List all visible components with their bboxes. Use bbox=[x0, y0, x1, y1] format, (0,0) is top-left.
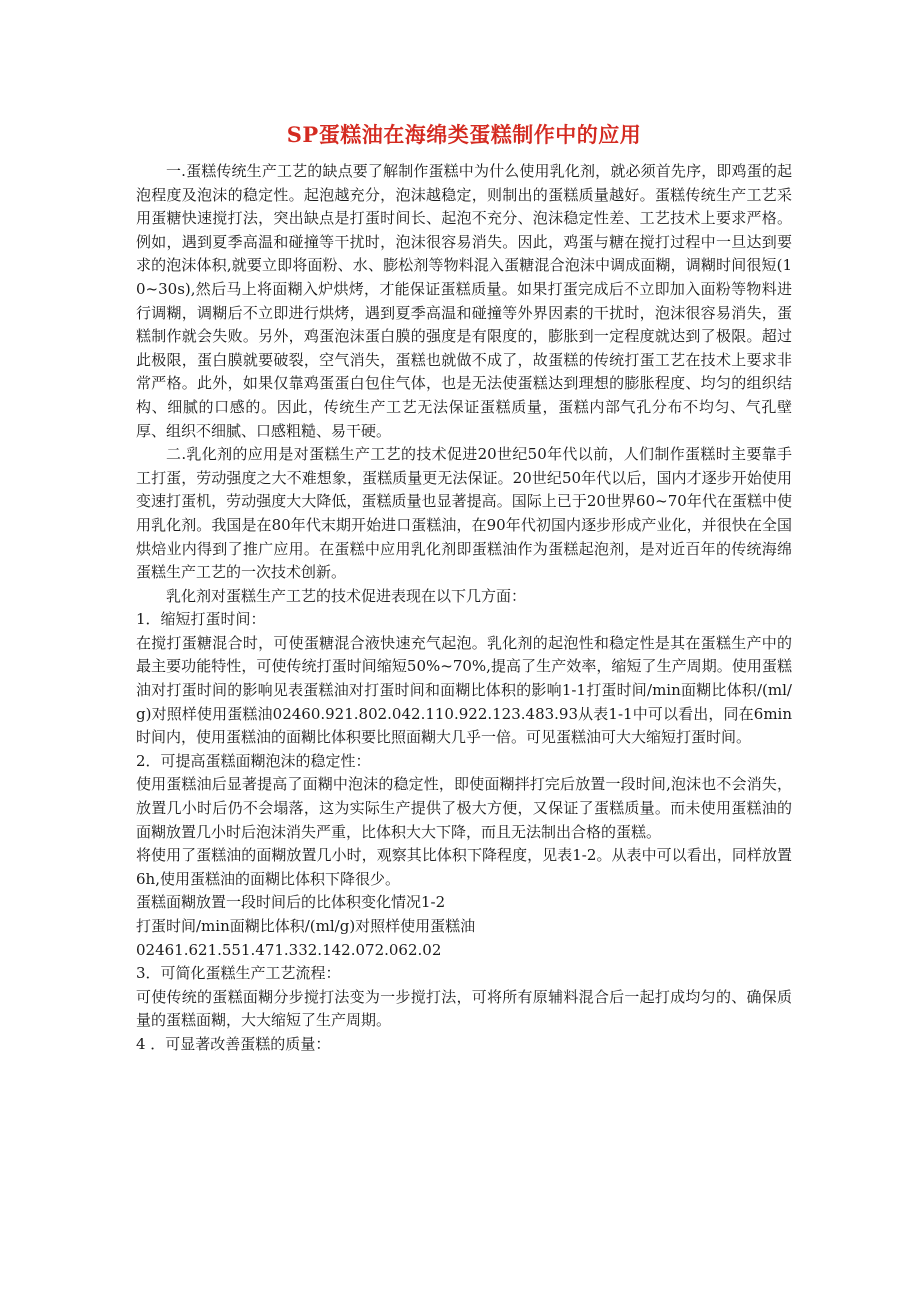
table-1-2-values: 02461.621.551.471.332.142.072.062.02 bbox=[136, 940, 442, 959]
points-intro: 乳化剂对蛋糕生产工艺的技术促进表现在以下几方面： bbox=[166, 586, 527, 605]
section-1-paragraph: 一.蛋糕传统生产工艺的缺点要了解制作蛋糕中为什么使用乳化剂，就必须首先序，即鸡蛋的起泡程度及泡沫的稳定性。起泡越充分，泡沫越稳定，则制出的蛋糕质量越好。蛋糕传统生产工艺采用蛋糖快速搅打法，突出缺点是打蛋时间长、起泡不充分、泡沫稳定性差、工艺技术上要求严格。例如，遇到夏季高温和碰撞等干扰时，泡沫很容易消失。因此，鸡蛋与糖在搅打过程中一旦达到要求的泡沫体积,就要立即将面粉、水、膨松剂等物料混入蛋糖混合泡沫中调成面糊，调糊时间很短(10~30s),然后马上将面糊入炉烘烤，才能保证蛋糕质量。如果打蛋完成后不立即加入面粉等物料进行调糊，调糊后不立即进行烘烤，遇到夏季高温和碰撞等外界因素的干扰时，泡沫很容易消失，蛋糕制作就会失败。另外，鸡蛋泡沫蛋白膜的强度是有限度的，膨胀到一定程度就达到了极限。超过此极限，蛋白膜就要破裂，空气消失，蛋糕也就做不成了，故蛋糕的传统打蛋工艺在技术上要求非常严格。此外，如果仅靠鸡蛋蛋白包住气体，也是无法使蛋糕达到理想的膨胀程度、均匀的组织结构、细腻的口感的。因此，传统生产工艺无法保证蛋糕质量，蛋糕内部气孔分布不均匀、气孔壁厚、组织不细腻、口感粗糙、易干硬。 bbox=[136, 162, 792, 440]
section-2-paragraph: 二.乳化剂的应用是对蛋糕生产工艺的技术促进20世纪50年代以前，人们制作蛋糕时主要靠手工打蛋，劳动强度之大不难想象，蛋糕质量更无法保证。20世纪50年代以后，国内才逐步开始使用变速打蛋机，劳动强度大大降低，蛋糕质量也显著提高。国际上已于20世界60~70年代在蛋糕中使用乳化剂。我国是在80年代末期开始进口蛋糕油，在90年代初国内逐步形成产业化，并很快在全国烘焙业内得到了推广应用。在蛋糕中应用乳化剂即蛋糕油作为蛋糕起泡剂，是对近百年的传统海绵蛋糕生产工艺的一次技术创新。 bbox=[136, 445, 792, 582]
point-3-heading: 3．可简化蛋糕生产工艺流程： bbox=[136, 964, 341, 983]
table-1-2-header: 打蛋时间/min面糊比体积/(ml/g)对照样使用蛋糕油 bbox=[136, 917, 476, 935]
point-2-heading: 2．可提高蛋糕面糊泡沫的稳定性： bbox=[136, 751, 371, 770]
point-3-body: 可使传统的蛋糕面糊分步搅打法变为一步搅打法，可将所有原辅料混合后一起打成均匀的、确保质量的蛋糕面糊，大大缩短了生产周期。 bbox=[136, 987, 792, 1030]
point-4-heading: 4 ．可显著改善蛋糕的质量： bbox=[136, 1034, 331, 1053]
point-1-heading: 1．缩短打蛋时间： bbox=[136, 610, 266, 629]
document-title: SP蛋糕油在海绵类蛋糕制作中的应用 bbox=[286, 122, 642, 147]
point-2-body-continued: 将使用了蛋糕油的面糊放置几小时，观察其比体积下降程度，见表1-2。从表中可以看出，同样放置6h,使用蛋糕油的面糊比体积下降很少。 bbox=[136, 846, 792, 888]
point-2-body: 使用蛋糕油后显著提高了面糊中泡沫的稳定性，即使面糊拌打完后放置一段时间,泡沫也不会消失，放置几小时后仍不会塌落，这为实际生产提供了极大方便，又保证了蛋糕质量。而未使用蛋糕油的面糊放置几小时后泡沫消失严重，比体积大大下降，而且无法制出合格的蛋糕。 bbox=[136, 775, 792, 841]
point-1-body: 在搅打蛋糖混合时，可使蛋糖混合液快速充气起泡。乳化剂的起泡性和稳定性是其在蛋糕生产中的最主要功能特性，可使传统打蛋时间缩短50%~70%,提高了生产效率，缩短了生产周期。使用蛋糕油对打蛋时间的影响见表蛋糕油对打蛋时间和面糊比体积的影响1-1打蛋时间/min面糊比体积/(ml/g)对照样使用蛋糕油02460.921.802.042.110.922.123.483.93从表1-1中可以看出，同在6min时间内，使用蛋糕油的面糊比体积要比照面糊大几乎一倍。可见蛋糕油可大大缩短打蛋时间。 bbox=[136, 633, 792, 747]
table-1-2-caption: 蛋糕面糊放置一段时间后的比体积变化情况1-2 bbox=[136, 893, 446, 912]
